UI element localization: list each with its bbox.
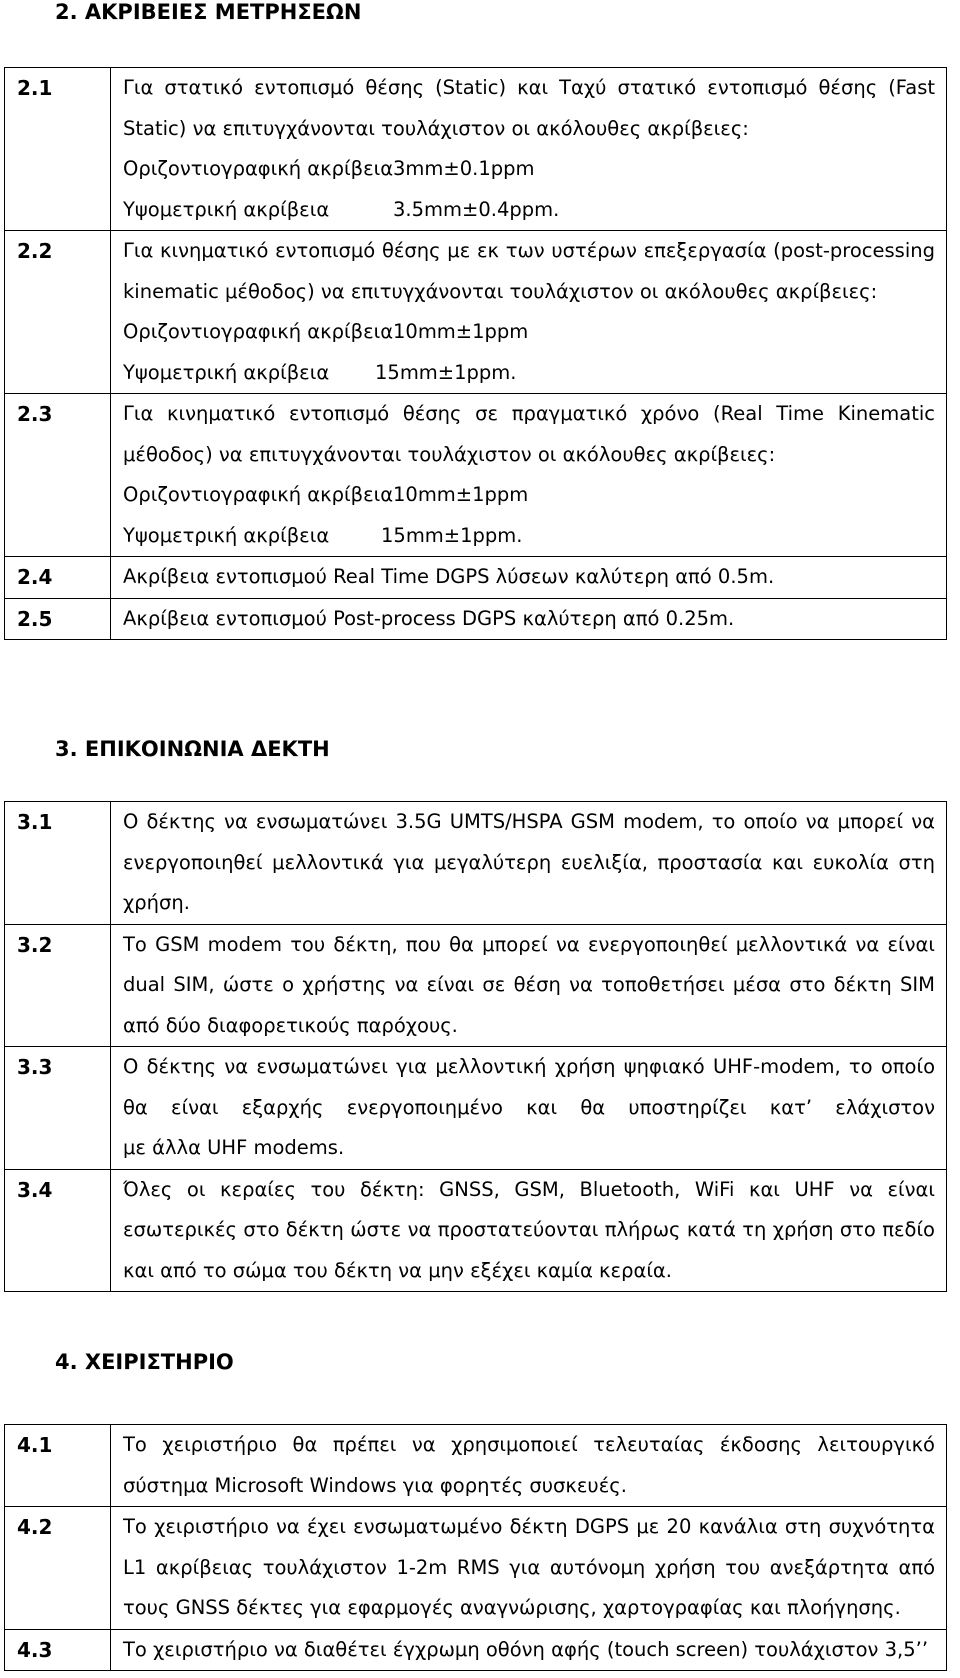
controller-table	[4, 1424, 947, 1671]
item-text-line: kinematic μέθοδος) να επιτυγχάνονται τουλάχιστον οι ακόλουθες ακρίβειες:	[123, 279, 878, 303]
vertical-accuracy-line	[123, 190, 935, 231]
item-number: 3.4	[17, 1177, 53, 1202]
item-number: 2.3	[17, 402, 53, 426]
item-text-line: Όλες οι κεραίες του δέκτη: GNSS, GSM, Bluetooth, WiFi και UHF να είναι	[123, 1177, 935, 1201]
vertical-accuracy-label: Υψομετρική ακρίβεια	[123, 360, 330, 384]
item-number: 3.2	[17, 932, 53, 957]
horizontal-accuracy-label: Οριζοντιογραφική ακρίβεια	[123, 483, 394, 506]
section-4-heading: 4. ΧΕΙΡΙΣΤΗΡΙΟ	[55, 1350, 234, 1374]
item-text-line: θα είναι εξαρχής ενεργοποιημένο και θα υποστηρίζει κατ’ ελάχιστον	[123, 1095, 935, 1119]
table-row	[5, 1047, 947, 1170]
item-number: 4.1	[17, 1433, 53, 1457]
item-text-line: Το GSM modem του δέκτη, που θα μπορεί να ενεργοποιηθεί μελλοντικά να είναι	[123, 932, 935, 956]
item-text-line: Το χειριστήριο να διαθέτει έγχρωμη οθόνη αφής (touch screen) τουλάχιστον 3,5’’	[123, 1637, 929, 1661]
item-number: 4.3	[17, 1637, 53, 1662]
item-number: 4.2	[17, 1515, 53, 1539]
item-text-line: Για κινηματικό εντοπισμό θέσης με εκ των υστέρων επεξεργασία (post-processing	[123, 239, 935, 262]
table-row	[5, 1507, 947, 1630]
section-2-heading: 2. ΑΚΡΙΒΕΙΕΣ ΜΕΤΡΗΣΕΩΝ	[55, 0, 362, 24]
item-text-line: Ακρίβεια εντοπισμού Real Time DGPS λύσεων καλύτερη από 0.5m.	[123, 565, 775, 588]
section-3-heading: 3. ΕΠΙΚΟΙΝΩΝΙΑ ΔΕΚΤΗ	[55, 737, 330, 761]
item-text-line: Το χειριστήριο να έχει ενσωματωμένο δέκτη DGPS με 20 κανάλια στη συχνότητα	[123, 1515, 935, 1538]
item-text-line: ενεργοποιηθεί μελλοντικά για μεγαλύτερη ευελιξία, προστασία και ευκολία στη	[123, 850, 935, 874]
item-text-line: μέθοδος) να επιτυγχάνονται τουλάχιστον οι ακόλουθες ακρίβειες:	[123, 442, 776, 466]
table-row	[5, 68, 947, 231]
vertical-accuracy-line	[123, 353, 935, 394]
item-number: 2.1	[17, 76, 53, 100]
item-text-line: L1 ακρίβειας τουλάχιστον 1-2m RMS για αυτόνομη χρήση του ανεξάρτητα από	[123, 1555, 935, 1579]
horizontal-accuracy-value: 10mm±1ppm	[393, 483, 529, 506]
item-text-line: εσωτερικές στο δέκτη ώστε να προστατεύονται πλήρως κατά τη χρήση στο πεδίο	[123, 1218, 935, 1241]
item-text-line: και από το σώμα του δέκτη να μην εξέχει καμία κεραία.	[123, 1258, 672, 1282]
table-row	[5, 557, 947, 599]
item-text-line: Για στατικό εντοπισμό θέσης (Static) και Ταχύ στατικό εντοπισμό θέσης (Fast	[123, 76, 935, 99]
vertical-accuracy-value: 3.5mm±0.4ppm.	[393, 197, 560, 221]
item-text-line: Για κινηματικό εντοπισμό θέσης σε πραγματικό χρόνο (Real Time Kinematic	[123, 402, 935, 425]
accuracy-table	[4, 67, 947, 640]
horizontal-accuracy-line	[123, 149, 935, 190]
table-row	[5, 231, 947, 394]
horizontal-accuracy-label: Οριζοντιογραφική ακρίβεια	[123, 157, 394, 180]
table-row	[5, 924, 947, 1047]
vertical-accuracy-value: 15mm±1ppm.	[375, 360, 517, 384]
table-row	[5, 394, 947, 557]
vertical-accuracy-value: 15mm±1ppm.	[381, 523, 523, 547]
item-text-line: τους GNSS δέκτες για εφαρμογές αναγνώρισης, χαρτογραφίας και πλοήγησης.	[123, 1596, 901, 1619]
table-row	[5, 1425, 947, 1507]
item-text-line: Ακρίβεια εντοπισμού Post-process DGPS καλύτερη από 0.25m.	[123, 606, 735, 630]
item-text-line: Static) να επιτυγχάνονται τουλάχιστον οι ακόλουθες ακρίβειες:	[123, 116, 749, 140]
item-text-line: dual SIM, ώστε ο χρήστης να είναι σε θέση να τοποθετήσει μέσα στο δέκτη SIM	[123, 973, 935, 996]
table-row	[5, 802, 947, 925]
item-number: 2.4	[17, 565, 53, 589]
item-text-line: χρήση.	[123, 891, 190, 914]
horizontal-accuracy-line	[123, 475, 935, 516]
item-number: 2.2	[17, 239, 53, 263]
item-text-line: Το χειριστήριο θα πρέπει να χρησιμοποιεί τελευταίας έκδοσης λειτουργικό	[123, 1433, 935, 1456]
vertical-accuracy-line	[123, 516, 935, 557]
horizontal-accuracy-label: Οριζοντιογραφική ακρίβεια	[123, 320, 394, 343]
item-text-line: από δύο διαφορετικούς παρόχους.	[123, 1013, 458, 1037]
item-text-line: με άλλα UHF modems.	[123, 1136, 345, 1159]
item-text-line: Ο δέκτης να ενσωματώνει 3.5G UMTS/HSPA GSM modem, το οποίο να μπορεί να	[123, 810, 935, 833]
item-text-line: σύστημα Microsoft Windows για φορητές συσκευές.	[123, 1473, 627, 1497]
horizontal-accuracy-value: 3mm±0.1ppm	[393, 157, 535, 180]
table-row	[5, 598, 947, 640]
item-number: 2.5	[17, 606, 53, 631]
communication-table	[4, 801, 947, 1292]
item-text-line: Ο δέκτης να ενσωματώνει για μελλοντική χρήση ψηφιακό UHF-modem, το οποίο	[123, 1055, 935, 1078]
table-row	[5, 1169, 947, 1292]
vertical-accuracy-label: Υψομετρική ακρίβεια	[123, 197, 330, 221]
horizontal-accuracy-line	[123, 312, 935, 353]
table-row	[5, 1629, 947, 1671]
horizontal-accuracy-value: 10mm±1ppm	[393, 320, 529, 343]
item-number: 3.1	[17, 810, 53, 834]
vertical-accuracy-label: Υψομετρική ακρίβεια	[123, 523, 330, 547]
item-number: 3.3	[17, 1055, 53, 1079]
